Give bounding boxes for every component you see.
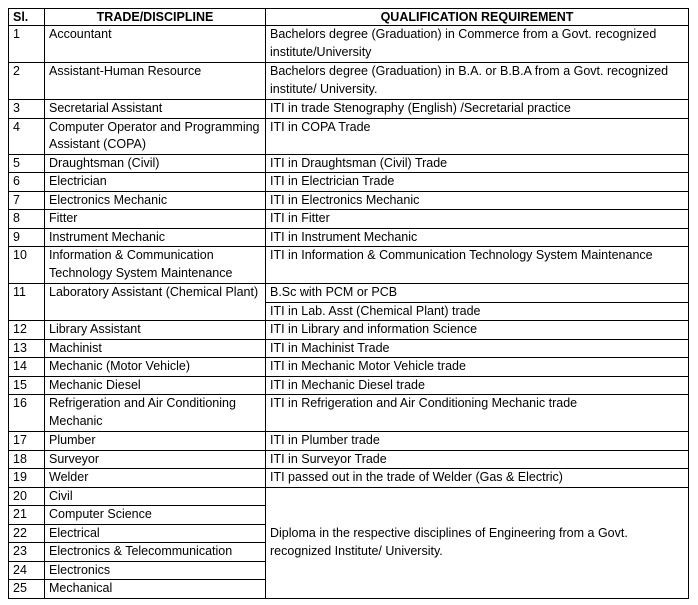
qualification-cell: Bachelors degree (Graduation) in B.A. or B.B.A from a Govt. recognized institute/ University. [266, 63, 689, 100]
qualification-cell: ITI in Mechanic Diesel trade [266, 376, 689, 395]
sl-cell: 23 [9, 543, 45, 562]
trade-cell: Electronics Mechanic [45, 191, 266, 210]
table-row [9, 432, 689, 451]
qualification-table [8, 8, 689, 599]
diploma-qualification-cell: Diploma in the respective disciplines of Engineering from a Govt. recognized Institute/ University. [266, 487, 689, 598]
sl-cell: 16 [9, 395, 45, 432]
trade-cell: Refrigeration and Air Conditioning Mechanic [45, 395, 266, 432]
qualification-cell: ITI in Refrigeration and Air Conditioning Mechanic trade [266, 395, 689, 432]
trade-cell: Instrument Mechanic [45, 228, 266, 247]
trade-cell: Surveyor [45, 450, 266, 469]
sl-cell: 9 [9, 228, 45, 247]
qualification-cell: ITI in Surveyor Trade [266, 450, 689, 469]
qualification-cell: ITI in Machinist Trade [266, 339, 689, 358]
trade-cell: Electronics & Telecommunication [45, 543, 266, 562]
qualification-cell: ITI in Plumber trade [266, 432, 689, 451]
table-row [9, 284, 689, 303]
table-row [9, 376, 689, 395]
trade-cell: Civil [45, 487, 266, 506]
header-qualification: QUALIFICATION REQUIREMENT [266, 9, 689, 26]
qualification-cell: ITI in Library and information Science [266, 321, 689, 340]
qualification-cell: ITI in trade Stenography (English) /Secretarial practice [266, 100, 689, 119]
qualification-cell: ITI in Mechanic Motor Vehicle trade [266, 358, 689, 377]
trade-cell: Electrician [45, 173, 266, 192]
sl-cell: 10 [9, 247, 45, 284]
trade-cell: Accountant [45, 26, 266, 63]
trade-cell: Machinist [45, 339, 266, 358]
sl-cell: 6 [9, 173, 45, 192]
qualification-cell: ITI in Electronics Mechanic [266, 191, 689, 210]
table-row [9, 228, 689, 247]
trade-cell: Secretarial Assistant [45, 100, 266, 119]
table-row [9, 154, 689, 173]
qualification-cell: ITI in COPA Trade [266, 118, 689, 154]
qualification-cell: ITI in Draughtsman (Civil) Trade [266, 154, 689, 173]
table-row [9, 487, 689, 506]
sl-cell: 13 [9, 339, 45, 358]
trade-cell: Mechanic (Motor Vehicle) [45, 358, 266, 377]
trade-cell: Welder [45, 469, 266, 488]
sl-cell: 8 [9, 210, 45, 229]
sl-cell: 18 [9, 450, 45, 469]
header-row [9, 9, 689, 26]
qualification-cell: ITI passed out in the trade of Welder (Gas & Electric) [266, 469, 689, 488]
sl-cell: 5 [9, 154, 45, 173]
sl-cell: 7 [9, 191, 45, 210]
trade-cell: Electronics [45, 561, 266, 580]
sl-cell: 22 [9, 524, 45, 543]
sl-cell: 2 [9, 63, 45, 100]
trade-cell: Laboratory Assistant (Chemical Plant) [45, 284, 266, 321]
qualification-cell: ITI in Information & Communication Technology System Maintenance [266, 247, 689, 284]
sl-cell: 14 [9, 358, 45, 377]
sl-cell: 21 [9, 506, 45, 525]
table-row [9, 26, 689, 63]
table-row [9, 321, 689, 340]
sl-cell: 1 [9, 26, 45, 63]
table-row [9, 469, 689, 488]
sl-cell: 19 [9, 469, 45, 488]
trade-cell: Electrical [45, 524, 266, 543]
qualification-cell: ITI in Electrician Trade [266, 173, 689, 192]
trade-cell: Mechanical [45, 580, 266, 599]
qualification-cell: ITI in Instrument Mechanic [266, 228, 689, 247]
table-row [9, 450, 689, 469]
qualification-cell: ITI in Lab. Asst (Chemical Plant) trade [266, 302, 689, 321]
header-sl: Sl. [9, 9, 45, 26]
trade-cell: Computer Operator and Programming Assistant (COPA) [45, 118, 266, 154]
sl-cell: 3 [9, 100, 45, 119]
sl-cell: 24 [9, 561, 45, 580]
table-row [9, 118, 689, 154]
table-row [9, 395, 689, 432]
table-row [9, 358, 689, 377]
sl-cell: 15 [9, 376, 45, 395]
trade-cell: Fitter [45, 210, 266, 229]
sl-cell: 4 [9, 118, 45, 154]
trade-cell: Computer Science [45, 506, 266, 525]
table-row [9, 210, 689, 229]
qualification-cell: ITI in Fitter [266, 210, 689, 229]
qualification-cell: Bachelors degree (Graduation) in Commerce from a Govt. recognized institute/University [266, 26, 689, 63]
sl-cell: 17 [9, 432, 45, 451]
header-trade: TRADE/DISCIPLINE [45, 9, 266, 26]
trade-cell: Assistant-Human Resource [45, 63, 266, 100]
table-row [9, 191, 689, 210]
table-row [9, 173, 689, 192]
trade-cell: Mechanic Diesel [45, 376, 266, 395]
sl-cell: 25 [9, 580, 45, 599]
table-row [9, 100, 689, 119]
trade-cell: Plumber [45, 432, 266, 451]
sl-cell: 20 [9, 487, 45, 506]
trade-cell: Draughtsman (Civil) [45, 154, 266, 173]
trade-cell: Library Assistant [45, 321, 266, 340]
table-row [9, 63, 689, 100]
qualification-cell: B.Sc with PCM or PCB [266, 284, 689, 303]
table-row [9, 339, 689, 358]
sl-cell: 12 [9, 321, 45, 340]
table-row [9, 247, 689, 284]
trade-cell: Information & Communication Technology System Maintenance [45, 247, 266, 284]
sl-cell: 11 [9, 284, 45, 321]
